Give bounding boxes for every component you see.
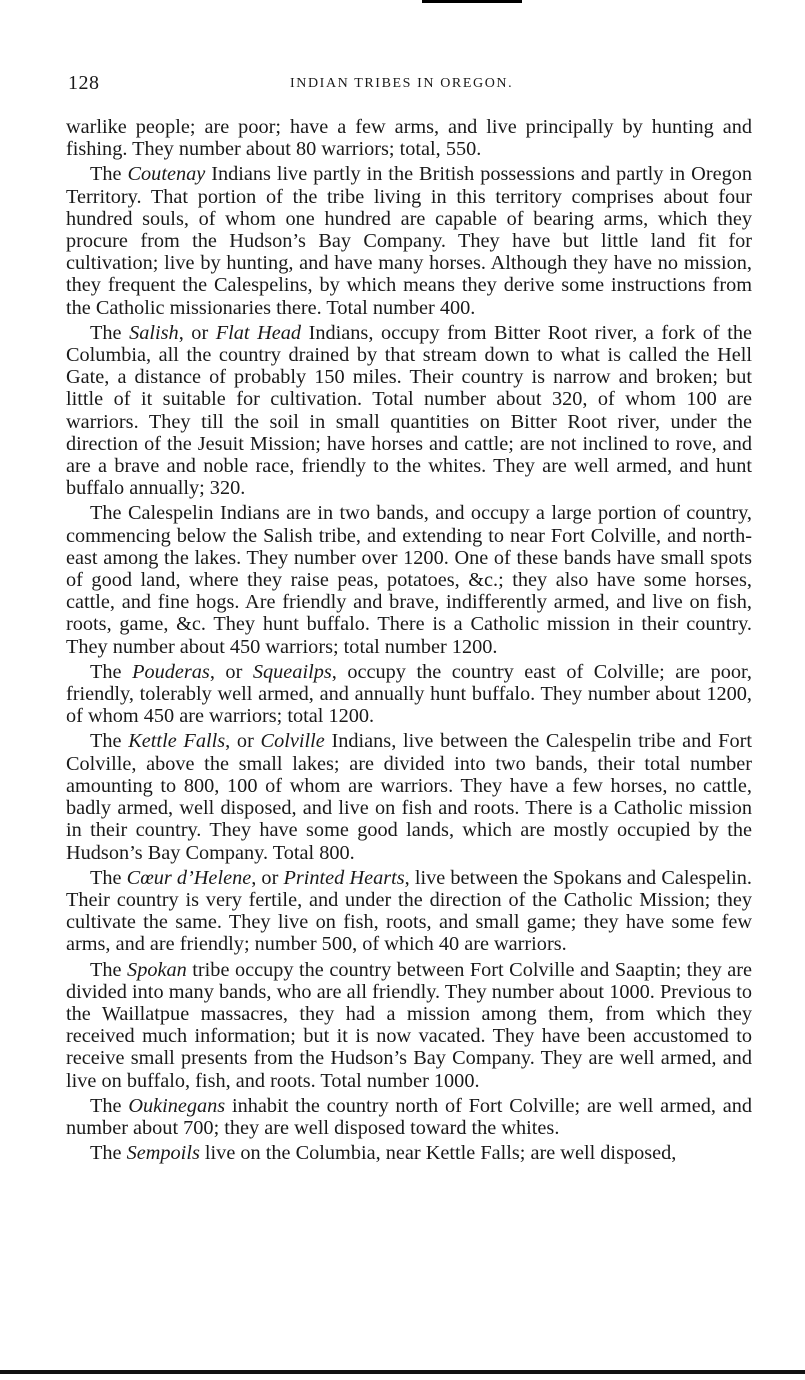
tribe-name: Kettle Falls bbox=[128, 730, 226, 753]
text-run: The bbox=[90, 321, 130, 344]
paragraph bbox=[66, 730, 752, 863]
tribe-name: Oukinegans bbox=[128, 1094, 226, 1117]
paragraph bbox=[66, 661, 752, 728]
text-run: The bbox=[90, 730, 129, 753]
tribe-name: Pouderas bbox=[132, 660, 210, 683]
paragraph bbox=[66, 959, 752, 1092]
paragraph bbox=[66, 1095, 752, 1139]
tribe-name: Printed Hearts bbox=[283, 866, 405, 889]
text-run: Indians live partly in the British possessions and partly in Oregon Territory. That portion of the tribe living in this territory comprises about four hundred souls, of whom one hundred are capable of bearing arms, which they procure from the Hudson’s Bay Company. They have but little land fit for cultivation; live by hunting, and have many horses. Although they have no mission, they frequent the Calespelins, by which means they derive some instructions from the Catholic missionaries there. Total number 400. bbox=[66, 163, 752, 319]
text-run: The bbox=[90, 660, 133, 683]
running-head bbox=[68, 72, 753, 102]
tribe-name: Spokan bbox=[127, 958, 187, 981]
text-run: warlike people; are poor; have a few arms, and live principally by hunting and fishing. They number about 80 warriors; total, 550. bbox=[66, 116, 752, 161]
text-run: inhabit the country north of Fort Colville; are well armed, and number about 700; they are well disposed toward the whites. bbox=[66, 1094, 752, 1139]
tribe-name: Salish bbox=[129, 321, 179, 344]
text-run: , or bbox=[225, 730, 261, 753]
text-run: Indians, live between the Calespelin tribe and Fort Colville, above the small lakes; are divided into two bands, their total number amounting to 800, 100 of whom are warriors. They have a few horses, no cattle, badly armed, well disposed, and live on fish and roots. There is a Catholic mission in their country. They have some good lands, which are mostly occupied by the Hudson’s Bay Company. Total 800. bbox=[66, 730, 752, 864]
text-run: The Calespelin Indians are in two bands, and occupy a large portion of country, commencing below the Salish tribe, and extending to near Fort Colville, and north-east among the lakes. They number over 1200. One of these bands have small spots of good land, where they raise peas, potatoes, &c.; they also have some horses, cattle, and fine hogs. Are friendly and brave, indifferently armed, and live on fish, roots, game, &c. They hunt buffalo. There is a Catholic mission in their country. They number about 450 warriors; total number 1200. bbox=[66, 502, 752, 658]
tribe-name: Colville bbox=[260, 730, 325, 753]
body-text bbox=[66, 116, 752, 1164]
tribe-name: Sempoils bbox=[126, 1142, 200, 1165]
paragraph bbox=[66, 1142, 752, 1164]
paragraph bbox=[66, 867, 752, 956]
text-run: , or bbox=[209, 660, 253, 683]
top-edge-rule bbox=[422, 0, 522, 3]
running-title: INDIAN TRIBES IN OREGON. bbox=[290, 76, 514, 91]
text-run: , or bbox=[178, 321, 216, 344]
text-run: The bbox=[90, 1094, 129, 1117]
text-run: The bbox=[90, 958, 128, 981]
text-run: The bbox=[90, 866, 127, 889]
tribe-name: Cœur d’Helene bbox=[126, 866, 252, 889]
text-run: , occupy the country east of Colville; are poor, friendly, tolerably well armed, and annually hunt buffalo. They number about 1200, of whom 450 are warriors; total 1200. bbox=[66, 660, 753, 728]
tribe-name: Flat Head bbox=[215, 321, 302, 344]
tribe-name: Coutenay bbox=[127, 163, 206, 186]
text-run: tribe occupy the country between Fort Colville and Saaptin; they are divided into many bands, who are all friendly. They number about 1000. Previous to the Waillatpue massacres, they had a mission among them, from which they received much information; but it is now vacated. They have been accustomed to receive small presents from the Hudson’s Bay Company. They are well armed, and live on buffalo, fish, and roots. Total number 1000. bbox=[66, 958, 752, 1092]
bottom-edge-rule bbox=[0, 1370, 805, 1374]
text-run: The bbox=[90, 1142, 127, 1165]
text-run: , live between the Spokans and Calespelin. Their country is very fertile, and under the direction of the Catholic Mission; they cultivate the same. They live on fish, roots, and small game; they have some few arms, and are friendly; number 500, of which 40 are warriors. bbox=[66, 866, 752, 956]
text-run: The bbox=[90, 163, 128, 186]
paragraph bbox=[66, 116, 752, 160]
page-number: 128 bbox=[68, 72, 100, 94]
text-run: Indians, occupy from Bitter Root river, a fork of the Columbia, all the country drained by that stream down to what is called the Hell Gate, a distance of probably 150 miles. Their country is narrow and broken; but little of it suitable for cultivation. Total number about 320, of whom 100 are warriors. They till the soil in small quantities on Bitter Root river, under the direction of the Jesuit Mission; have horses and cattle; are not inclined to rove, and are a brave and noble race, friendly to the whites. They are well armed, and hunt buffalo annually; 320. bbox=[66, 321, 752, 500]
tribe-name: Squeailps bbox=[252, 660, 332, 683]
paragraph bbox=[66, 163, 752, 318]
text-run: live on the Columbia, near Kettle Falls; are well disposed, bbox=[199, 1142, 677, 1165]
paragraph bbox=[66, 502, 752, 657]
text-run: , or bbox=[251, 866, 284, 889]
paragraph bbox=[66, 322, 752, 500]
